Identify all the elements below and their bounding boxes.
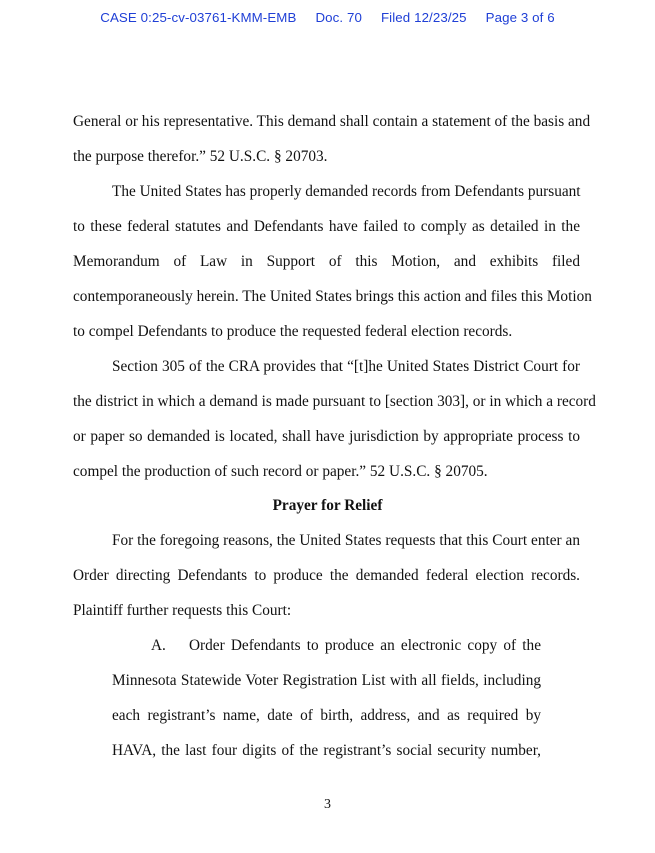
list-item-a — [151, 636, 541, 656]
text-line: the purpose therefor.” 52 U.S.C. § 20703. — [73, 148, 328, 165]
list-item-text: Order Defendants to produce an electronic copy of the — [189, 637, 541, 654]
text-line: For the foregoing reasons, the United States requests that this Court enter an — [112, 532, 580, 549]
text-line: the district in which a demand is made pursuant to [section 303], or in which a record — [73, 393, 596, 410]
text-line: Plaintiff further requests this Court: — [73, 602, 292, 619]
text-line: Order directing Defendants to produce the demanded federal election records. — [73, 567, 580, 584]
text-line: Minnesota Statewide Voter Registration List with all fields, including — [112, 672, 541, 689]
case-number: CASE 0:25-cv-03761-KMM-EMB — [100, 10, 297, 25]
text-line: Memorandum of Law in Support of this Motion, and exhibits filed — [73, 253, 580, 270]
page-indicator: Page 3 of 6 — [485, 10, 555, 25]
text-line: to compel Defendants to produce the requested federal election records. — [73, 323, 513, 340]
text-line: to these federal statutes and Defendants have failed to comply as detailed in the — [73, 218, 580, 235]
doc-number: Doc. 70 — [315, 10, 362, 25]
text-line: The United States has properly demanded records from Defendants pursuant — [112, 183, 581, 200]
text-line: contemporaneously herein. The United States brings this action and files this Motion — [73, 288, 592, 305]
text-line: Section 305 of the CRA provides that “[t]he United States District Court for — [112, 358, 580, 375]
section-heading: Prayer for Relief — [272, 497, 383, 514]
text-line: each registrant’s name, date of birth, address, and as required by — [112, 707, 541, 724]
filed-date: Filed 12/23/25 — [380, 10, 467, 25]
page-number: 3 — [324, 797, 331, 812]
text-line: HAVA, the last four digits of the registrant’s social security number, — [112, 742, 541, 759]
text-line: compel the production of such record or paper.” 52 U.S.C. § 20705. — [73, 463, 488, 480]
text-line: General or his representative. This demand shall contain a statement of the basis and — [73, 113, 591, 130]
docket-header — [0, 10, 655, 25]
text-line: or paper so demanded is located, shall have jurisdiction by appropriate process to — [73, 428, 580, 445]
list-marker: A. — [151, 637, 166, 654]
